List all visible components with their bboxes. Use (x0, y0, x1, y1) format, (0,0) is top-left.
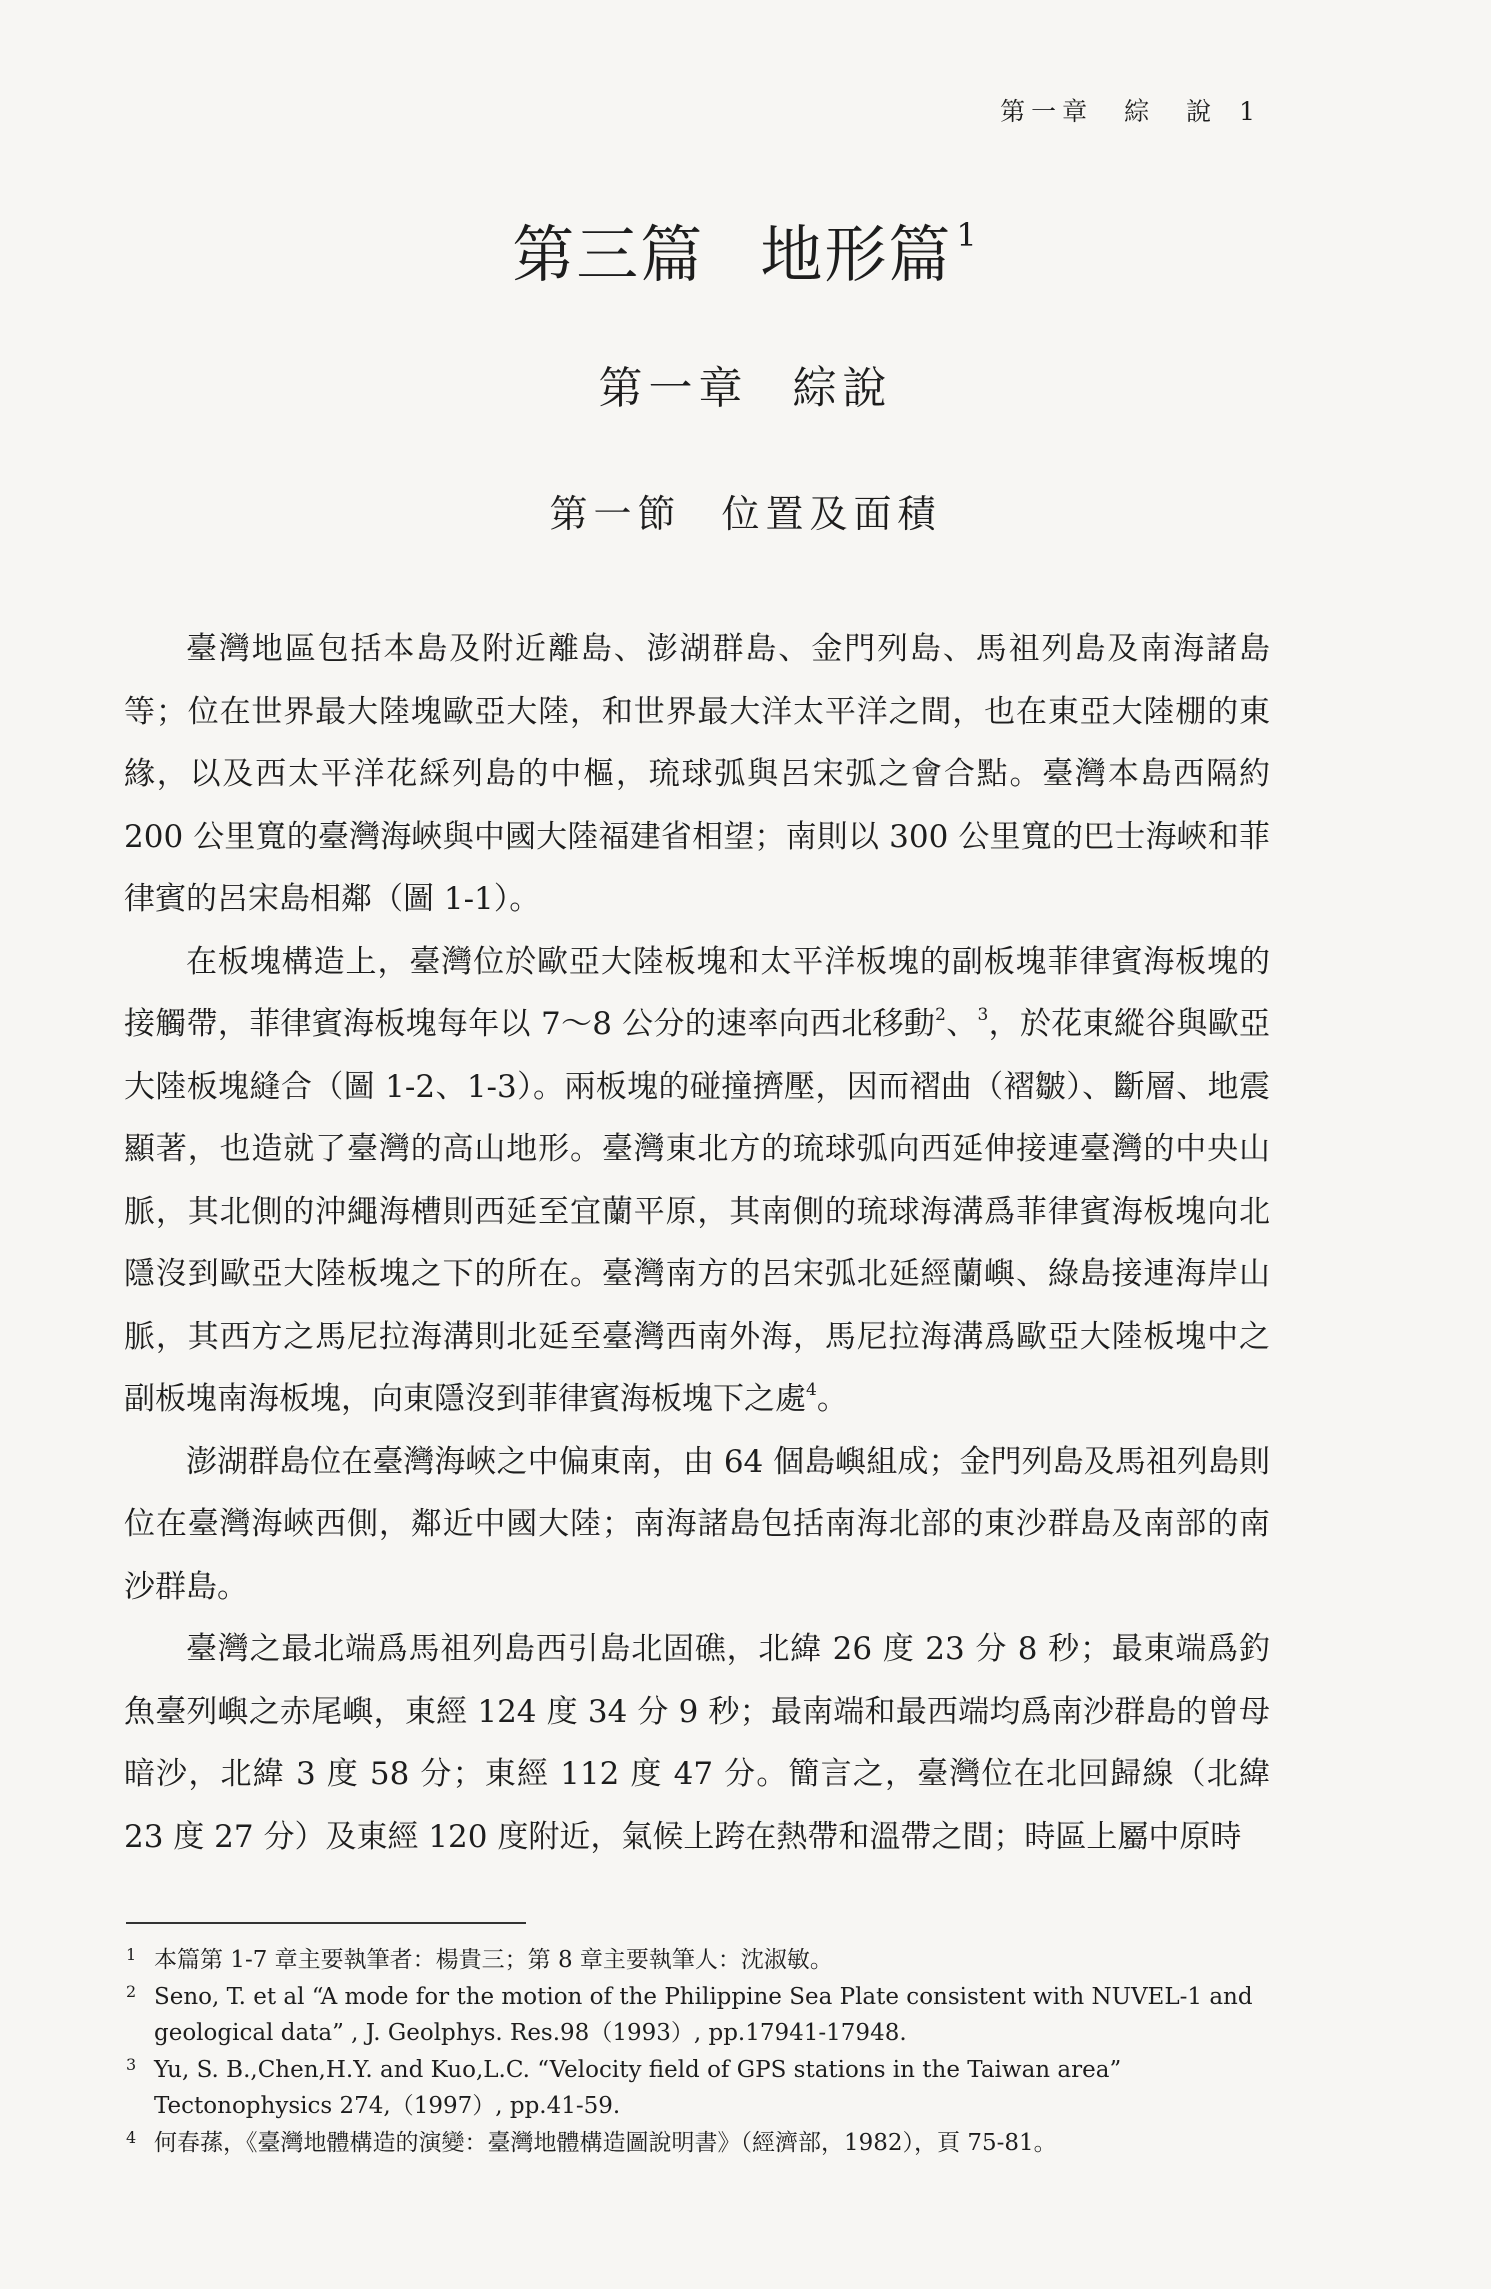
footnotes (126, 1942, 1276, 2161)
footnote-item (126, 1942, 1276, 1979)
footnote-number: 4 (126, 2127, 137, 2147)
part-name: 地形篇 (760, 218, 953, 291)
part-title (0, 205, 1491, 294)
chapter-title (0, 352, 1491, 416)
paragraph-islands: 澎湖群島位在臺灣海峽之中偏東南，由 64 個島嶼組成；金門列島及馬祖列島則位在臺灣海峽西側，鄰近中國大陸；南海諸島包括南海北部的東沙群島及南部的南沙群島。 (124, 1443, 1270, 1605)
footnote-ref-2: 2 (935, 1005, 946, 1025)
footnote-number: 3 (126, 2054, 137, 2074)
footnote-number: 1 (126, 1945, 137, 1964)
footnote-text: 本篇第 1-7 章主要執筆者：楊貴三；第 8 章主要執筆人：沈淑敏。 (154, 1947, 833, 1973)
running-header (1000, 92, 1255, 128)
running-title: 第一章 綜 說 (1000, 97, 1218, 126)
body-text (124, 618, 1270, 1868)
footnote-ref-3: 3 (977, 1005, 989, 1025)
section-name: 位置及面積 (721, 492, 942, 536)
footnote-item (126, 2125, 1276, 2162)
paragraph-plate-tectonics: 在板塊構造上，臺灣位於歐亞大陸板塊和太平洋板塊的副板塊菲律賓海板塊的接觸帶，菲律賓海板塊每年以 7～8 公分的速率向西北移動$^2$、$^3$，於花東縱谷與歐亞大陸板塊縫合（圖 1-2、1-3）。兩板塊的碰撞擠壓，因而褶曲（褶皺）、斷層、地震顯著，也造就了臺灣的高山地形。臺灣東北方的琉球弧向西延伸接連臺灣的中央山脈，其北側的沖繩海槽則西延至宜蘭平原，其南側的琉球海溝爲菲律賓海板塊向北隱沒到歐亞大陸板塊之下的所在。臺灣南方的呂宋弧北延經蘭嶼、綠島接連海岸山脈，其西方之馬尼拉海溝則北延至臺灣西南外海，馬尼拉海溝爲歐亞大陸板塊中之副板塊南海板塊，向東隱沒到菲律賓海板塊下之處$^4$。 (124, 943, 1271, 1417)
footnote-number: 2 (126, 1981, 137, 2001)
footnote-text: Seno, T. et al “A mode for the motion of the Philippine Sea Plate consistent with NUVEL-1 and geological data” , J. Geolphys. Res.98（1993）, pp.17941-17948. (154, 1983, 1253, 2046)
chapter-name: 綜說 (792, 363, 893, 414)
footnote-item (126, 1979, 1276, 2052)
paragraph-extremities: 臺灣之最北端爲馬祖列島西引島北固礁，北緯 26 度 23 分 8 秒；最東端爲釣魚臺列嶼之赤尾嶼，東經 124 度 34 分 9 秒；最南端和最西端均爲南沙群島的曾母暗沙，北緯 3 度 58 分；東經 112 度 47 分。簡言之，臺灣位在北回歸線（北緯 23 度 27 分）及東經 120 度附近，氣候上跨在熱帶和溫帶之間；時區上屬中原時 (124, 1631, 1270, 1855)
section-title (0, 483, 1491, 538)
paragraph-location: 臺灣地區包括本島及附近離島、澎湖群島、金門列島、馬祖列島及南海諸島等；位在世界最大陸塊歐亞大陸，和世界最大洋太平洋之間，也在東亞大陸棚的東緣，以及西太平洋花綵列島的中樞，琉球弧與呂宋弧之會合點。臺灣本島西隔約 200 公里寬的臺灣海峽與中國大陸福建省相望；南則以 300 公里寬的巴士海峽和菲律賓的呂宋島相鄰（圖 1-1）。 (124, 631, 1270, 917)
page-number: 1 (1239, 97, 1255, 126)
part-number: 第三篇 (512, 218, 705, 291)
footnote-ref-4: 4 (806, 1380, 817, 1400)
footnote-text: 何春蓀，《臺灣地體構造的演變：臺灣地體構造圖說明書》（經濟部，1982），頁 75-81。 (154, 2129, 1057, 2156)
footnote-divider (126, 1922, 526, 1924)
chapter-number: 第一章 (598, 363, 749, 414)
footnote-item (126, 2052, 1276, 2125)
footnote-ref-1: 1 (956, 216, 979, 254)
section-number: 第一節 (549, 492, 682, 536)
footnote-text: Yu, S. B.,Chen,H.Y. and Kuo,L.C. “Velocity field of GPS stations in the Taiwan area” Tectonophysics 274,（1997）, pp.41-59. (154, 2056, 1122, 2119)
